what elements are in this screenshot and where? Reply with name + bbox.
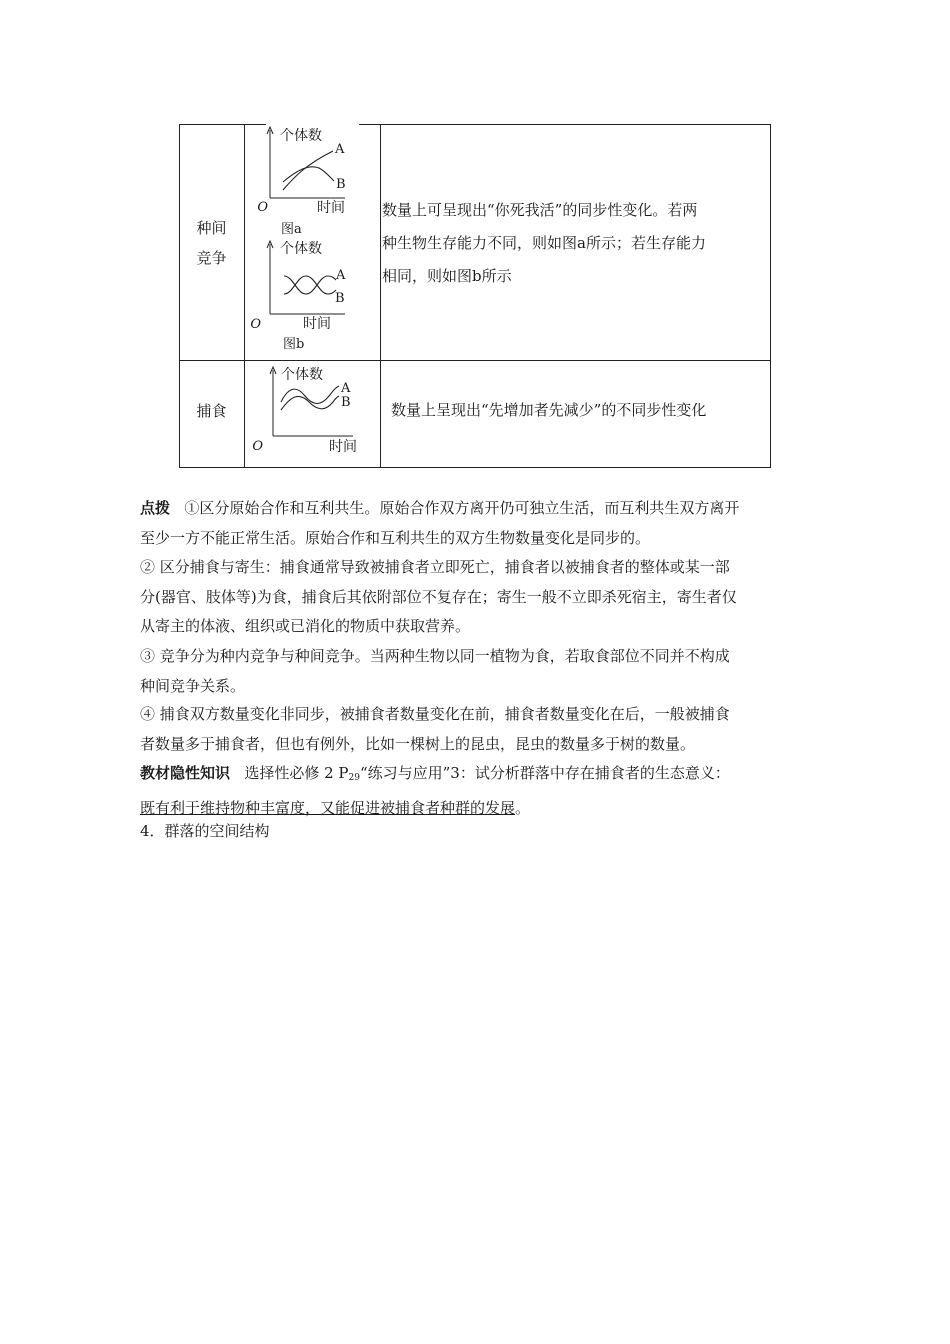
graph-predation-curve-b: B: [341, 395, 351, 410]
note-line: 种间竞争关系。: [140, 676, 246, 695]
note-heading: 点拨: [140, 499, 171, 517]
note-p4: [140, 700, 812, 759]
note-line: ④ 捕食双方数量变化非同步，被捕食者数量变化在前，捕食者数量变化在后，一般被捕食: [140, 705, 730, 723]
label-line: 种间: [196, 219, 227, 237]
desc-line: 相同，则如图b所示: [382, 267, 512, 285]
note-line: [140, 494, 812, 524]
relation-table: [179, 124, 771, 468]
note-line: ③ 竞争分为种内竞争与种间竞争。当两种生物以同一植物为食，若取食部位不同并不构成: [140, 647, 730, 665]
table-border-right: [770, 124, 771, 468]
note-line: 分(器官、肢体等)为食，捕食后其依附部位不复存在；寄生一般不立即杀死宿主，寄生者仅: [140, 587, 737, 606]
table-divider-2: [380, 124, 381, 468]
graph-predation: [249, 362, 379, 466]
note-text: ①区分原始合作和互利共生。原始合作双方离开仍可独立生活，而互利共生双方离开: [184, 499, 740, 517]
hidden-knowledge-heading: 教材隐性知识: [140, 764, 231, 782]
graph-predation-origin: O: [252, 439, 263, 454]
label-line: 竞争: [196, 249, 227, 267]
hidden-knowledge-ref: 选择性必修 2 P: [244, 764, 349, 782]
graph-predation-ylabel: 个体数: [281, 367, 323, 383]
hidden-knowledge-answer-end: 。: [515, 798, 531, 817]
graph-b-curve-a: A: [336, 268, 346, 283]
note-p1: [140, 494, 812, 553]
hidden-knowledge-ref-page: 29: [348, 773, 360, 783]
row-predation-desc: 数量上呈现出“先增加者先减少”的不同步性变化: [391, 401, 707, 419]
graph-b-xlabel: 时间: [303, 316, 331, 332]
row-competition-desc: [382, 194, 760, 293]
graph-b-caption: 图b: [283, 337, 305, 352]
row-competition-label: [179, 216, 244, 271]
table-border-mid: [179, 360, 771, 361]
graph-b: [249, 232, 379, 352]
note-p3: [140, 642, 812, 701]
graph-a-xlabel: 时间: [317, 200, 345, 216]
note-line: 者数量多于捕食者，但也有例外，比如一棵树上的昆虫，昆虫的数量多于树的数量。: [140, 734, 696, 753]
graph-predation-xlabel: 时间: [329, 439, 357, 455]
graph-a-origin: O: [257, 200, 268, 215]
section-title: 4．群落的空间结构: [140, 822, 270, 840]
note-line: 从寄主的体液、组织或已消化的物质中获取营养。: [140, 617, 471, 635]
graph-a-curve-a: A: [335, 142, 345, 157]
hidden-knowledge-question: “练习与应用”3：试分析群落中存在捕食者的生态意义：: [359, 764, 730, 782]
note-p2: [140, 553, 812, 642]
graph-b-origin: O: [250, 317, 261, 332]
graph-predation-curve-a: A: [341, 381, 351, 396]
graph-a-ylabel: 个体数: [280, 128, 322, 144]
note-line: ② 区分捕食与寄生：捕食通常导致被捕食者立即死亡，捕食者以被捕食者的整体或某一部: [140, 558, 730, 576]
graph-b-ylabel: 个体数: [280, 241, 322, 257]
row-predation-label: 捕食: [196, 402, 227, 420]
hidden-knowledge-answer: 既有利于维持物种丰富度，又能促进被捕食者种群的发展: [140, 798, 516, 817]
hidden-knowledge: [140, 759, 812, 823]
table-divider-1: [244, 124, 245, 468]
hidden-knowledge-line: [140, 759, 812, 794]
graph-a-curve-b: B: [336, 177, 346, 192]
graph-a: [249, 124, 379, 236]
graph-b-curve-b: B: [335, 291, 345, 306]
note-line: 至少一方不能正常生活。原始合作和互利共生的双方生物数量变化是同步的。: [140, 528, 651, 547]
desc-line: 种生物生存能力不同，则如图a所示；若生存能力: [382, 234, 706, 252]
desc-line: 数量上可呈现出“你死我活”的同步性变化。若两: [382, 201, 698, 219]
table-border-bottom: [179, 467, 771, 468]
graph-a-caption: 图a: [281, 222, 302, 236]
